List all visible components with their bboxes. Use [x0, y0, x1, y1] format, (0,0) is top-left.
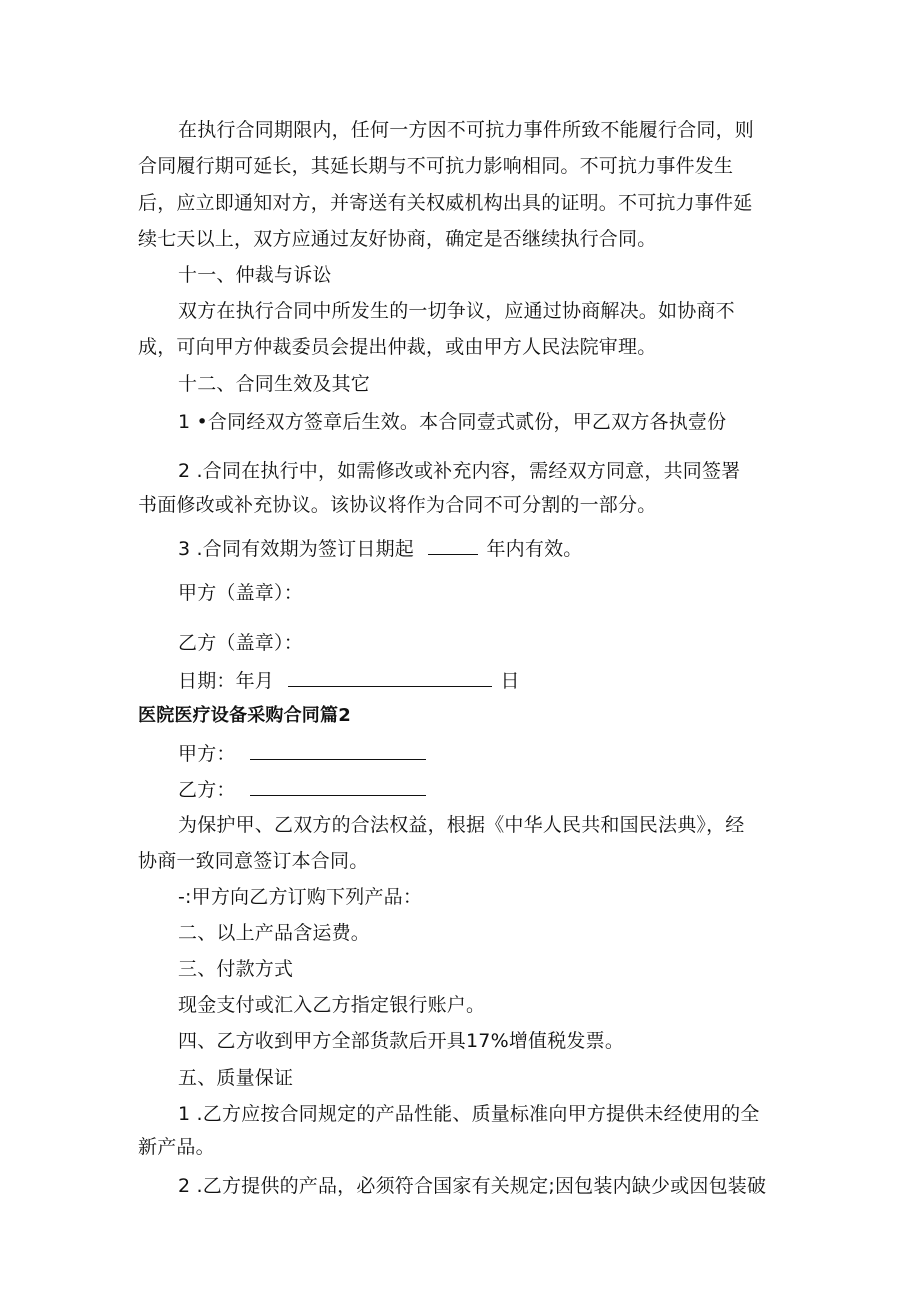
clause-products: -:甲方向乙方订购下列产品： [178, 886, 423, 908]
clause-effective-3-suffix: 年内有效。 [486, 538, 583, 560]
clause-effective-2-line-1: 2 .合同在执行中，如需修改或补充内容，需经双方同意，共同签署 [178, 460, 741, 482]
clause-effective-3-text: 3 .合同有效期为签订日期起 [178, 538, 414, 560]
paragraph-arbitration-line-2: 成，可向甲方仲裁委员会提出仲裁，或由甲方人民法院审理。 [138, 336, 657, 358]
section-heading-quality: 五、质量保证 [178, 1067, 294, 1089]
party-b-line [178, 775, 426, 803]
signing-date-line [178, 666, 520, 694]
section-heading-payment: 三、付款方式 [178, 958, 294, 980]
paragraph-force-majeure-line-1: 在执行合同期限内，任何一方因不可抗力事件所致不能履行合同，则 [178, 119, 755, 141]
paragraph-force-majeure-line-4: 续七天以上，双方应通过友好协商，确定是否继续执行合同。 [138, 228, 657, 250]
date-day-label: 日 [500, 670, 520, 692]
clause-effective-3 [178, 534, 582, 562]
date-blank[interactable] [288, 666, 492, 687]
quality-clause-1-line-2: 新产品。 [138, 1136, 215, 1158]
party-a-line [178, 739, 426, 767]
date-label: 日期：年月 [178, 670, 275, 692]
quality-clause-1-line-1: 1 .乙方应按合同规定的产品性能、质量标准向甲方提供未经使用的全 [178, 1103, 760, 1125]
party-a-label: 甲方： [178, 743, 236, 765]
party-a-seal-label: 甲方（盖章）： [178, 582, 303, 604]
clause-effective-2-line-2: 书面修改或补充协议。该协议将作为合同不可分割的一部分。 [138, 494, 657, 516]
paragraph-force-majeure-line-3: 后，应立即通知对方，并寄送有关权威机构出具的证明。不可抗力事件延 [138, 192, 753, 214]
clause-effective-1: 1 •合同经双方签章后生效。本合同壹式贰份，甲乙双方各执壹份 [178, 411, 727, 433]
paragraph-arbitration-line-1: 双方在执行合同中所发生的一切争议，应通过协商解决。如协商不 [178, 300, 735, 322]
section-title-contract-2: 医院医疗设备采购合同篇2 [138, 705, 351, 726]
paragraph-force-majeure-line-2: 合同履行期可延长，其延长期与不可抗力影响相同。不可抗力事件发生 [138, 155, 734, 177]
party-b-label: 乙方： [178, 779, 236, 801]
party-b-seal-label: 乙方（盖章）： [178, 632, 303, 654]
party-a-blank[interactable] [250, 739, 426, 760]
preamble-line-1: 为保护甲、乙双方的合法权益，根据《中华人民共和国民法典》，经 [178, 814, 745, 836]
section-heading-arbitration: 十一、仲裁与诉讼 [178, 264, 332, 286]
validity-years-blank[interactable] [428, 534, 478, 555]
clause-freight: 二、以上产品含运费。 [178, 922, 371, 944]
preamble-line-2: 协商一致同意签订本合同。 [138, 850, 369, 872]
clause-invoice: 四、乙方收到甲方全部货款后开具17%增值税发票。 [178, 1030, 625, 1052]
section-heading-effectiveness: 十二、合同生效及其它 [178, 373, 371, 395]
payment-method: 现金支付或汇入乙方指定银行账户。 [178, 994, 486, 1016]
party-b-blank[interactable] [250, 775, 426, 796]
quality-clause-2-line-1: 2 .乙方提供的产品，必须符合国家有关规定;因包装内缺少或因包装破 [178, 1175, 767, 1197]
